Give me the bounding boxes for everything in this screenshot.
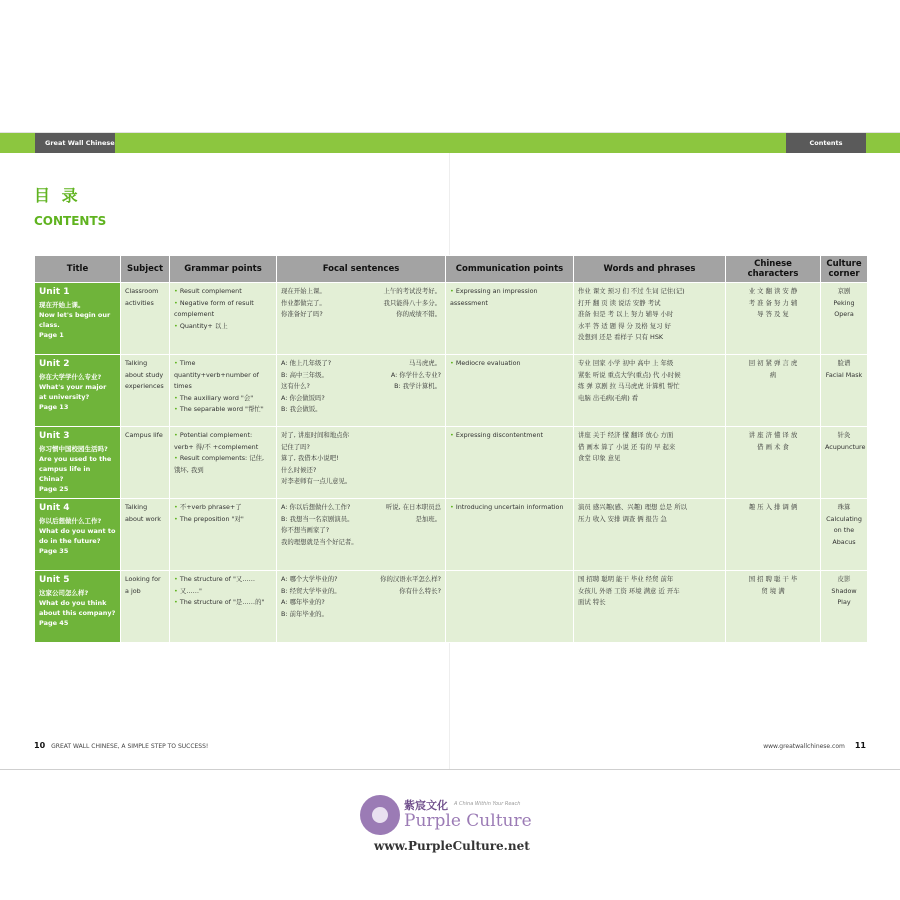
- col-header-title: Title: [35, 256, 121, 283]
- grammar-cell: [170, 571, 277, 643]
- grammar-point: • Result complements: 记住, 饿坏, 我到: [174, 453, 272, 476]
- focal-sentence: A: 哪个大学毕业的?: [281, 575, 338, 583]
- characters-line: 回 初 紧 弹 言 虎: [748, 359, 798, 367]
- unit-title-english: What do you want to do in the future?: [39, 527, 116, 545]
- focal-line: [281, 525, 441, 537]
- focal-sentence: B: 我学计算机。: [394, 382, 441, 390]
- words-line: 作业 课文 预习 们 不过 生词 记住(记): [578, 287, 685, 295]
- words-line: 练 弹 京剧 拉 马马虎虎 计算机 帮忙: [578, 382, 680, 390]
- culture-cell: [821, 283, 868, 355]
- purple-culture-logo-icon: [360, 795, 400, 835]
- focal-cell: [277, 283, 446, 355]
- grammar-point: • Result complement: [174, 286, 272, 298]
- focal-sentence: 听说, 在日本职员总: [385, 503, 441, 511]
- col-header-focal: Focal sentences: [277, 256, 446, 283]
- subject-text: Looking for a job: [125, 575, 161, 595]
- characters-line: 贸 境 满: [761, 586, 785, 595]
- unit-page: Page 45: [39, 619, 69, 627]
- focal-line: [281, 476, 441, 488]
- culture-line: 脸谱: [837, 359, 851, 367]
- characters-cell: [726, 499, 821, 571]
- focal-sentence: A: 你会做饭吗?: [281, 393, 325, 402]
- subject-text: Classroom activities: [125, 287, 159, 307]
- focal-sentence: B: 我会做饭。: [281, 405, 322, 413]
- col-header-subject: Subject: [121, 256, 170, 283]
- culture-line: Abacus: [832, 537, 856, 546]
- unit-title-chinese: 你习惯中国校园生活吗?: [39, 445, 108, 453]
- words-line: 国 招聘 聪明 能干 毕业 经贸 前年: [578, 575, 674, 583]
- words-line: 专业 回家 小学 初中 高中 上 年级: [578, 359, 674, 367]
- table-row: [35, 355, 868, 427]
- book-spread: [0, 132, 900, 770]
- focal-line: [281, 286, 441, 298]
- culture-line: 珠算: [837, 503, 851, 511]
- grammar-point: • Time quantity+verb+number of times: [174, 358, 272, 393]
- culture-line: 皮影: [837, 575, 851, 583]
- focal-line: [281, 298, 441, 310]
- words-line: 食堂 印象 意见: [578, 454, 621, 462]
- communication-cell: [446, 427, 574, 499]
- culture-line: Opera: [834, 310, 854, 318]
- characters-line: 讲 座 济 懂 译 放: [748, 431, 798, 439]
- focal-sentence: 你的成绩不错。: [396, 310, 441, 318]
- focal-sentence: B: 我想当一名京剧演员。: [281, 514, 354, 523]
- unit-title-chinese: 你在大学学什么专业?: [39, 373, 102, 381]
- unit-cell: [35, 283, 121, 355]
- focal-sentence: 是加班。: [415, 514, 441, 523]
- characters-line: 考 准 备 努 力 辅: [748, 298, 798, 307]
- grammar-cell: [170, 283, 277, 355]
- subject-cell: [121, 571, 170, 643]
- col-header-culture: Culture corner: [821, 256, 868, 283]
- page-number-left: 10: [34, 741, 46, 750]
- words-line: 压力 收入 安排 调查 俩 报告 急: [578, 514, 667, 523]
- focal-sentence: 现在开始上课。: [281, 287, 326, 295]
- characters-line: 业 文 翻 读 安 静: [748, 287, 798, 295]
- unit-title-english: What's your major at university?: [39, 383, 107, 401]
- grammar-cell: [170, 355, 277, 427]
- page-title-chinese: 目 录: [34, 186, 81, 205]
- focal-line: [281, 393, 441, 405]
- words-line: 紧张 听说 重点大学(重点) 代 小时候: [578, 370, 681, 379]
- subject-cell: [121, 499, 170, 571]
- culture-line: on the: [833, 526, 855, 534]
- words-line: 没想到 还是 看样子 只有 HSK: [578, 333, 664, 341]
- footer-left: [34, 741, 208, 750]
- focal-line: [281, 574, 441, 586]
- focal-line: [281, 609, 441, 621]
- watermark-brand: Purple Culture: [404, 811, 532, 831]
- subject-text: Campus life: [125, 431, 163, 439]
- header-book-title: Great Wall Chinese: [35, 133, 115, 153]
- focal-sentence: 记住了吗?: [281, 442, 310, 451]
- words-line: 面试 特长: [578, 598, 606, 606]
- grammar-point: • The structure of "是……的": [174, 597, 272, 609]
- unit-title-english: Now let's begin our class.: [39, 311, 111, 329]
- culture-cell: [821, 571, 868, 643]
- unit-number: Unit 2: [39, 359, 70, 369]
- col-header-grammar: Grammar points: [170, 256, 277, 283]
- focal-sentence: B: 前年毕业的。: [281, 609, 328, 618]
- footer-right: [763, 741, 866, 750]
- unit-cell: [35, 427, 121, 499]
- col-header-characters: Chinese characters: [726, 256, 821, 283]
- focal-line: [281, 453, 441, 465]
- watermark: [360, 795, 550, 855]
- unit-page: Page 35: [39, 547, 69, 555]
- culture-line: 针灸: [837, 431, 851, 439]
- unit-number: Unit 4: [39, 503, 70, 513]
- focal-sentence: B: 经贸大学毕业的。: [281, 586, 341, 595]
- focal-sentence: 你有什么特长?: [399, 586, 441, 595]
- unit-title-english: Are you used to the campus life in China?: [39, 455, 112, 483]
- focal-cell: [277, 427, 446, 499]
- focal-line: [281, 404, 441, 416]
- header-bar: [0, 133, 900, 153]
- focal-line: [281, 381, 441, 393]
- communication-point: • Expressing discontentment: [450, 430, 569, 442]
- communication-point: • Mediocre evaluation: [450, 358, 569, 370]
- grammar-point: • The preposition "对": [174, 514, 272, 526]
- grammar-cell: [170, 427, 277, 499]
- characters-cell: [726, 427, 821, 499]
- grammar-point: • 不+verb phrase+了: [174, 502, 272, 514]
- grammar-point: • The auxiliary word "会": [174, 393, 272, 405]
- focal-line: [281, 309, 441, 321]
- focal-sentence: A: 哪年毕业的?: [281, 598, 325, 606]
- focal-sentence: 对李老师有一点儿意见。: [281, 477, 352, 485]
- focal-sentence: A: 你以后想做什么工作?: [281, 503, 351, 511]
- characters-line: 借 画 术 食: [757, 442, 789, 451]
- characters-cell: [726, 283, 821, 355]
- focal-line: [281, 358, 441, 370]
- focal-sentence: 对了, 讲座时间和地点你: [281, 431, 349, 439]
- table-row: [35, 499, 868, 571]
- words-line: 讲座 关于 经济 懂 翻译 放心 方面: [578, 431, 674, 439]
- communication-point: • Introducing uncertain information: [450, 502, 569, 514]
- focal-cell: [277, 571, 446, 643]
- table-row: [35, 283, 868, 355]
- words-line: 女孩儿 外语 工资 环境 满意 近 开车: [578, 586, 680, 595]
- footer-url: www.greatwallchinese.com: [763, 743, 845, 750]
- words-line: 准备 但是 考 以上 努力 辅导 小时: [578, 310, 674, 318]
- words-cell: [574, 355, 726, 427]
- unit-page: Page 13: [39, 403, 69, 411]
- table-row: [35, 571, 868, 643]
- culture-cell: [821, 427, 868, 499]
- grammar-point: • Negative form of result complement: [174, 298, 272, 321]
- words-line: 演员 感兴趣(感、兴趣) 理想 总是 所以: [578, 503, 687, 511]
- unit-cell: [35, 499, 121, 571]
- header-section-title: Contents: [786, 133, 866, 153]
- page-number-right: 11: [854, 741, 866, 750]
- focal-sentence: 你不想当画家了?: [281, 526, 330, 534]
- focal-sentence: 我只能得八十多分。: [383, 298, 441, 307]
- unit-number: Unit 5: [39, 575, 70, 585]
- unit-number: Unit 1: [39, 287, 70, 297]
- col-header-communication: Communication points: [446, 256, 574, 283]
- subject-cell: [121, 283, 170, 355]
- focal-sentence: 上午的考试没考好。: [383, 287, 441, 295]
- unit-title-english: What do you think about this company?: [39, 599, 116, 617]
- words-cell: [574, 427, 726, 499]
- culture-line: Acupuncture: [825, 442, 866, 451]
- words-cell: [574, 571, 726, 643]
- words-cell: [574, 283, 726, 355]
- header-row: [35, 256, 868, 283]
- focal-sentence: 作业都做完了。: [281, 298, 326, 307]
- culture-cell: [821, 355, 868, 427]
- communication-cell: [446, 499, 574, 571]
- grammar-point: • The structure of "又……: [174, 574, 272, 586]
- culture-line: Shadow Play: [831, 586, 857, 606]
- words-line: 水平 答 适 题 得 分 及格 复习 好: [578, 321, 671, 330]
- grammar-point: • The separable word "帮忙": [174, 404, 272, 416]
- watermark-chinese: 紫宸文化: [404, 799, 448, 812]
- focal-sentence: 我的理想就是当个好记者。: [281, 537, 358, 546]
- focal-line: [281, 430, 441, 442]
- unit-page: Page 25: [39, 485, 69, 493]
- focal-sentence: 你的汉语水平怎么样?: [380, 575, 441, 583]
- watermark-tagline: A China Within Your Reach: [454, 801, 521, 807]
- culture-line: Calculating: [826, 514, 862, 523]
- focal-line: [281, 370, 441, 382]
- table-row: [35, 427, 868, 499]
- subject-text: Talking about work: [125, 503, 161, 523]
- grammar-point: • Potential complement: verb+ 得/不 +complement: [174, 430, 272, 453]
- communication-cell: [446, 283, 574, 355]
- subject-text: Talking about study experiences: [125, 359, 164, 390]
- footer-slogan: GREAT WALL CHINESE, A SIMPLE STEP TO SUCCESS!: [51, 743, 209, 750]
- communication-cell: [446, 571, 574, 643]
- subject-cell: [121, 355, 170, 427]
- unit-cell: [35, 571, 121, 643]
- words-cell: [574, 499, 726, 571]
- focal-line: [281, 597, 441, 609]
- focal-line: [281, 514, 441, 526]
- contents-table: [34, 255, 868, 643]
- focal-cell: [277, 355, 446, 427]
- focal-sentence: 马马虎虎。: [409, 359, 441, 367]
- characters-cell: [726, 571, 821, 643]
- focal-sentence: 什么时候还?: [281, 465, 317, 474]
- unit-title-chinese: 这家公司怎么样?: [39, 589, 89, 597]
- subject-cell: [121, 427, 170, 499]
- focal-sentence: A: 他上几年级了?: [281, 359, 332, 367]
- focal-line: [281, 442, 441, 454]
- words-line: 电脑 出毛病(毛病) 看: [578, 393, 639, 402]
- focal-sentence: 算了, 我借本小说吧!: [281, 454, 339, 462]
- characters-line: 国 招 聘 聪 干 毕: [748, 575, 798, 583]
- watermark-url: www.PurpleCulture.net: [374, 839, 530, 853]
- communication-point: • Expressing an impression assessment: [450, 286, 569, 309]
- focal-cell: [277, 499, 446, 571]
- communication-cell: [446, 355, 574, 427]
- page-title-english: CONTENTS: [34, 214, 107, 228]
- grammar-point: • 又……": [174, 586, 272, 598]
- characters-line: 导 答 及 复: [757, 310, 789, 318]
- unit-cell: [35, 355, 121, 427]
- focal-line: [281, 586, 441, 598]
- focal-line: [281, 465, 441, 477]
- focal-line: [281, 537, 441, 549]
- unit-page: Page 1: [39, 331, 64, 339]
- col-header-words: Words and phrases: [574, 256, 726, 283]
- grammar-point: • Quantity+ 以上: [174, 321, 272, 333]
- culture-line: 京剧: [837, 287, 851, 295]
- unit-number: Unit 3: [39, 431, 70, 441]
- words-line: 借 画本 算了 小说 还 有的 早 起来: [578, 442, 676, 451]
- focal-sentence: 你准备好了吗?: [281, 310, 323, 318]
- culture-cell: [821, 499, 868, 571]
- focal-sentence: B: 高中三年级。: [281, 370, 328, 379]
- focal-sentence: A: 你学什么专业?: [390, 370, 441, 379]
- grammar-cell: [170, 499, 277, 571]
- unit-title-chinese: 现在开始上课。: [39, 301, 85, 309]
- words-line: 打开 翻 页 读 说话 安静 考试: [578, 298, 661, 307]
- culture-line: Peking: [833, 298, 855, 307]
- focal-sentence: 这有什么?: [281, 382, 310, 390]
- characters-cell: [726, 355, 821, 427]
- characters-line: 病: [769, 370, 777, 379]
- focal-line: [281, 502, 441, 514]
- culture-line: Facial Mask: [825, 370, 863, 379]
- characters-line: 趣 压 入 排 调 俩: [748, 503, 798, 511]
- unit-title-chinese: 你以后想做什么工作?: [39, 517, 102, 525]
